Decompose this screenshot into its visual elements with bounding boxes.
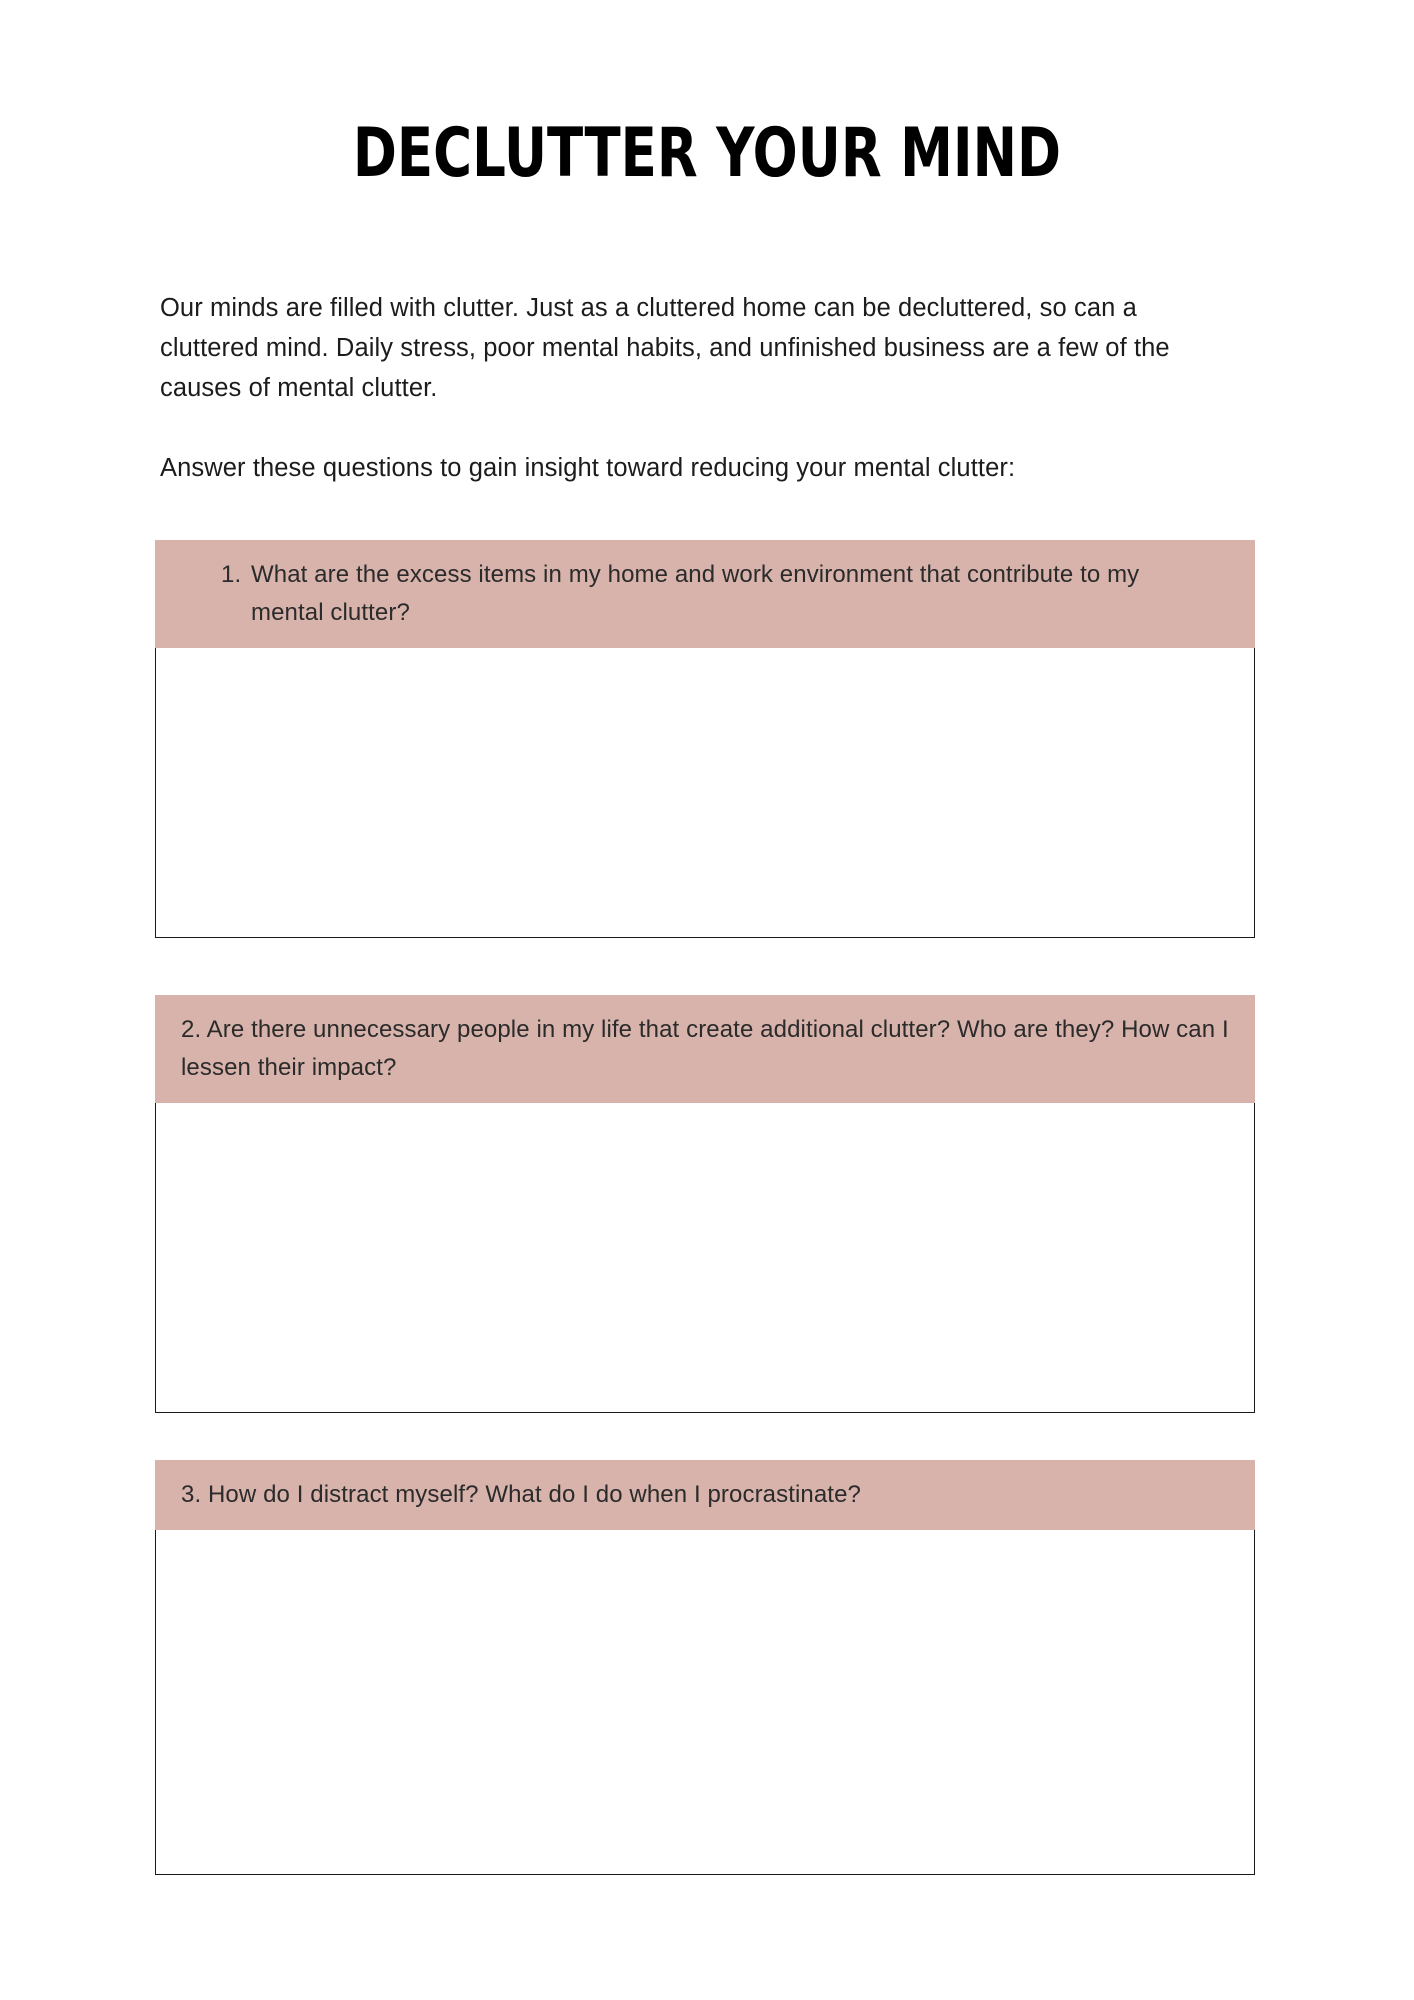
question-block-2: [155, 995, 1255, 1413]
question-header-1: [155, 540, 1255, 648]
question-text-3: How do I distract myself? What do I do when I procrastinate?: [208, 1481, 861, 1508]
question-block-1: [155, 540, 1255, 938]
answer-input-2[interactable]: [156, 1103, 1254, 1412]
question-number-2: 2.: [181, 1016, 202, 1043]
answer-box-2[interactable]: [155, 1103, 1255, 1413]
page-title: DECLUTTER YOUR MIND: [352, 114, 1062, 193]
question-header-2: [155, 995, 1255, 1103]
question-list-1: [155, 556, 1229, 632]
question-number-1: 1.: [221, 561, 242, 588]
answer-input-1[interactable]: [156, 648, 1254, 937]
intro-paragraph-instruction: Answer these questions to gain insight toward reducing your mental clutter:: [160, 454, 1016, 482]
answer-input-3[interactable]: [156, 1530, 1254, 1874]
answer-box-1[interactable]: [155, 648, 1255, 938]
intro-paragraph-primary: Our minds are filled with clutter. Just as a cluttered home can be decluttered, so can a cluttered mind. Daily stress, poor mental habits, and unfinished business are a few of the causes of mental clutter.: [160, 294, 1170, 402]
question-header-3: [155, 1460, 1255, 1530]
answer-box-3[interactable]: [155, 1530, 1255, 1875]
question-block-3: [155, 1460, 1255, 1875]
question-text-1: What are the excess items in my home and work environment that contribute to my mental clutter?: [251, 561, 1140, 626]
list-item: [155, 556, 1203, 632]
intro-section: [160, 288, 1200, 488]
question-number-3: 3.: [181, 1481, 202, 1508]
question-text-2: Are there unnecessary people in my life that create additional clutter? Who are they? How can I lessen their impact?: [181, 1016, 1229, 1081]
